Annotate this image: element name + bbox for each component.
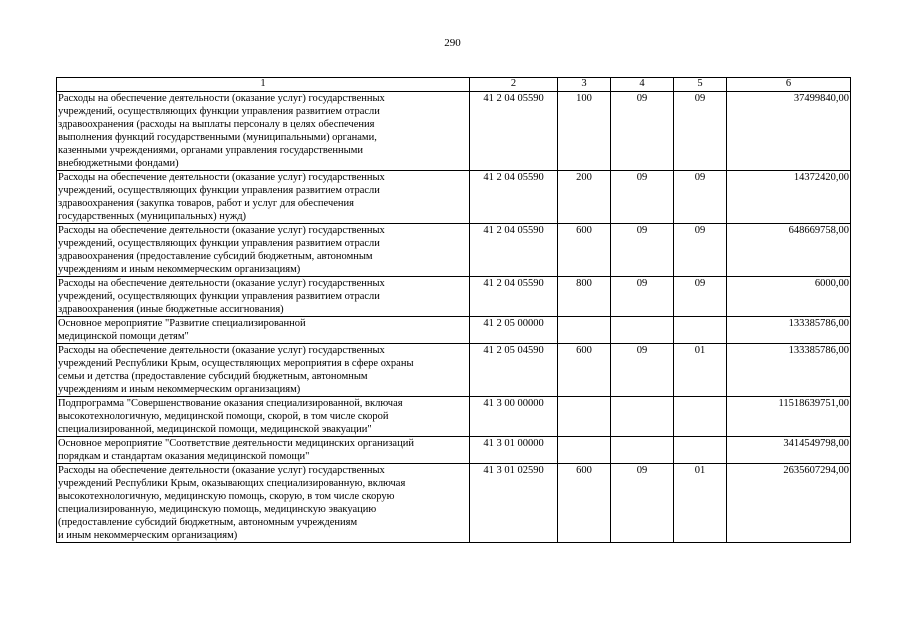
row-name-cell: [57, 224, 470, 277]
header-col-1: 1: [57, 78, 470, 92]
row-subsection-cell: 09: [674, 277, 727, 317]
header-col-5: 5: [674, 78, 727, 92]
table-row: [57, 464, 851, 543]
table-row: [57, 317, 851, 344]
page-number: 290: [444, 37, 461, 49]
row-name-line: Расходы на обеспечение деятельности (оказание услуг) государственных: [58, 225, 385, 236]
table-row: [57, 344, 851, 397]
row-name-line: учреждений Республики Крым, осуществляющих мероприятия в сфере охраны: [58, 358, 414, 369]
row-name-cell: [57, 397, 470, 437]
row-section-cell: [611, 317, 674, 344]
row-name-line: здравоохранения (предоставление субсидий бюджетным, автономным: [58, 251, 373, 262]
row-name-cell: [57, 317, 470, 344]
row-subsection-cell: 09: [674, 224, 727, 277]
table-body: [57, 92, 851, 543]
row-name-cell: [57, 344, 470, 397]
row-name-line: выполнения функций государственными (муниципальными) органами,: [58, 132, 377, 143]
row-expense-type-cell: [558, 317, 611, 344]
table-row: [57, 171, 851, 224]
row-expense-type-cell: 200: [558, 171, 611, 224]
row-name-line: и иным некоммерческим организациям): [58, 530, 238, 541]
row-name-line: Расходы на обеспечение деятельности (оказание услуг) государственных: [58, 93, 385, 104]
row-name-cell: [57, 277, 470, 317]
row-name-line: здравоохранения (иные бюджетные ассигнования): [58, 304, 284, 315]
header-col-3: 3: [558, 78, 611, 92]
row-subsection-cell: [674, 397, 727, 437]
row-subsection-cell: 09: [674, 92, 727, 171]
row-code-cell: 41 3 01 02590: [470, 464, 558, 543]
row-sum-cell: 2635607294,00: [727, 464, 851, 543]
row-name-cell: [57, 92, 470, 171]
row-subsection-cell: 01: [674, 464, 727, 543]
row-name-line: государственных (муниципальных) нужд): [58, 211, 247, 222]
row-code-cell: 41 2 04 05590: [470, 171, 558, 224]
row-sum-cell: 648669758,00: [727, 224, 851, 277]
row-name-line: Расходы на обеспечение деятельности (оказание услуг) государственных: [58, 345, 385, 356]
row-expense-type-cell: 600: [558, 344, 611, 397]
row-expense-type-cell: 600: [558, 464, 611, 543]
row-code-cell: 41 2 05 04590: [470, 344, 558, 397]
table-row: [57, 92, 851, 171]
row-name-line: специализированную, медицинскую помощь, медицинскую эвакуацию: [58, 504, 377, 515]
row-sum-cell: 133385786,00: [727, 317, 851, 344]
row-expense-type-cell: [558, 437, 611, 464]
row-name-line: внебюджетными фондами): [58, 158, 179, 169]
row-section-cell: 09: [611, 464, 674, 543]
row-name-line: Подпрограмма "Совершенствование оказания специализированной, включая: [58, 398, 403, 409]
row-subsection-cell: [674, 317, 727, 344]
row-code-cell: 41 3 01 00000: [470, 437, 558, 464]
row-name-line: учреждений, осуществляющих функции управления развитием отрасли: [58, 238, 380, 249]
row-sum-cell: 11518639751,00: [727, 397, 851, 437]
header-col-4: 4: [611, 78, 674, 92]
row-section-cell: 09: [611, 344, 674, 397]
table-row: [57, 437, 851, 464]
row-name-line: порядкам и стандартам оказания медицинской помощи": [58, 451, 310, 462]
row-sum-cell: 133385786,00: [727, 344, 851, 397]
row-name-line: Расходы на обеспечение деятельности (оказание услуг) государственных: [58, 172, 385, 183]
row-name-line: здравоохранения (закупка товаров, работ и услуг для обеспечения: [58, 198, 354, 209]
row-name-line: казенными учреждениями, органами управления государственными: [58, 145, 363, 156]
header-col-6: 6: [727, 78, 851, 92]
row-section-cell: 09: [611, 171, 674, 224]
row-name-line: Расходы на обеспечение деятельности (оказание услуг) государственных: [58, 465, 385, 476]
row-name-line: Основное мероприятие "Развитие специализированной: [58, 318, 306, 329]
budget-table: [56, 77, 851, 543]
row-name-line: высокотехнологичную, медицинской помощи, скорой, в том числе скорой: [58, 411, 389, 422]
header-row: [57, 78, 851, 92]
row-code-cell: 41 2 04 05590: [470, 224, 558, 277]
row-expense-type-cell: 600: [558, 224, 611, 277]
table-row: [57, 277, 851, 317]
row-expense-type-cell: 800: [558, 277, 611, 317]
row-code-cell: 41 2 04 05590: [470, 92, 558, 171]
row-name-line: учреждений, осуществляющих функции управления развитием отрасли: [58, 185, 380, 196]
row-name-line: учреждениям и иным некоммерческим организациям): [58, 264, 301, 275]
row-name-cell: [57, 171, 470, 224]
row-subsection-cell: 01: [674, 344, 727, 397]
row-section-cell: [611, 437, 674, 464]
row-name-line: учреждений, осуществляющих функции управления развитием отрасли: [58, 291, 380, 302]
row-name-cell: [57, 437, 470, 464]
row-name-line: высокотехнологичную, медицинскую помощь, скорую, в том числе скорую: [58, 491, 395, 502]
row-section-cell: 09: [611, 92, 674, 171]
row-name-cell: [57, 464, 470, 543]
row-code-cell: 41 2 04 05590: [470, 277, 558, 317]
row-name-line: семьи и детства (предоставление субсидий бюджетным, автономным: [58, 371, 368, 382]
row-name-line: здравоохранения (расходы на выплаты персоналу в целях обеспечения: [58, 119, 375, 130]
row-sum-cell: 14372420,00: [727, 171, 851, 224]
table-row: [57, 397, 851, 437]
row-name-line: специализированной, медицинской помощи, медицинской эвакуации": [58, 424, 372, 435]
row-name-line: медицинской помощи детям": [58, 331, 189, 342]
row-sum-cell: 3414549798,00: [727, 437, 851, 464]
row-name-line: учреждений Республики Крым, оказывающих специализированную, включая: [58, 478, 406, 489]
row-section-cell: [611, 397, 674, 437]
header-col-2: 2: [470, 78, 558, 92]
row-code-cell: 41 2 05 00000: [470, 317, 558, 344]
row-name-line: учреждениям и иным некоммерческим организациям): [58, 384, 301, 395]
table-row: [57, 224, 851, 277]
row-name-line: учреждений, осуществляющих функции управления развитием отрасли: [58, 106, 380, 117]
row-name-line: Расходы на обеспечение деятельности (оказание услуг) государственных: [58, 278, 385, 289]
row-name-line: (предоставление субсидий бюджетным, автономным учреждениям: [58, 517, 358, 528]
row-expense-type-cell: [558, 397, 611, 437]
row-sum-cell: 6000,00: [727, 277, 851, 317]
row-subsection-cell: [674, 437, 727, 464]
row-section-cell: 09: [611, 224, 674, 277]
row-subsection-cell: 09: [674, 171, 727, 224]
row-sum-cell: 37499840,00: [727, 92, 851, 171]
row-code-cell: 41 3 00 00000: [470, 397, 558, 437]
row-expense-type-cell: 100: [558, 92, 611, 171]
row-section-cell: 09: [611, 277, 674, 317]
row-name-line: Основное мероприятие "Соответствие деятельности медицинских организаций: [58, 438, 414, 449]
